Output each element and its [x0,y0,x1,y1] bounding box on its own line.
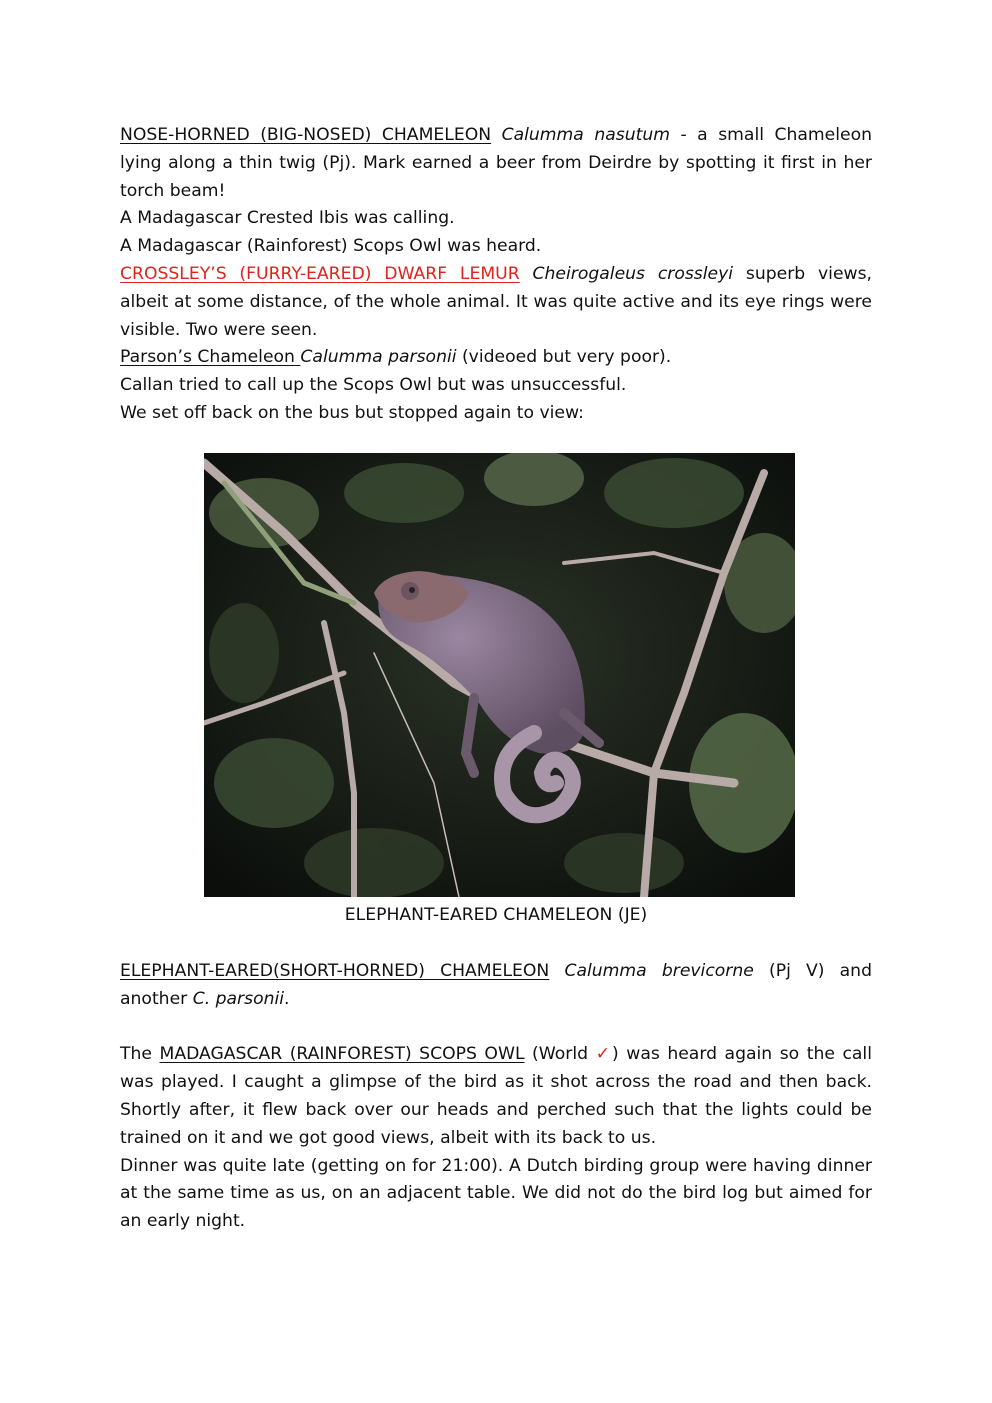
paragraph-text: The [120,1044,160,1065]
paragraph-text: superb views, albeit at some distance, of the whole animal. It was quite active and its eye rings were visible. Two were seen. [120,263,873,340]
paragraph-text: (Pj V) and another [120,961,872,1009]
paragraph-text: (videoed but very poor). [456,347,672,368]
species-name: Parson’s Chameleon [120,347,301,368]
paragraph-dinner: Dinner was quite late (getting on for 21:00). A Dutch birding group were having dinner at the same time as us, on an adjacent table. We did not do the bird log but aimed for an early night. [120,1155,872,1232]
line-ibis: A Madagascar Crested Ibis was calling. [120,208,455,229]
owl-name: MADAGASCAR (RAINFOREST) SCOPS OWL [159,1044,525,1065]
paragraph-text: - a small Chameleon lying along a thin twig (Pj). Mark earned a beer from Deirdre by spotting it first in her torch beam! [120,125,873,201]
latin-name: Calumma parsonii [300,347,457,368]
paragraph-text: (World [524,1044,596,1065]
figure-caption: ELEPHANT-EARED CHAMELEON (JE) [344,905,648,925]
upper-text [120,122,872,428]
paragraph-lemur [120,261,872,344]
species-name: ELEPHANT-EARED(SHORT-HORNED) CHAMELEON [120,961,550,981]
line-parson [120,344,872,372]
lower-text [120,958,872,1236]
latin-name-2: C. parsonii [192,988,285,1009]
paragraph-scops-owl [120,1041,872,1152]
species-name: NOSE-HORNED (BIG-NOSED) CHAMELEON [120,125,492,145]
line-bus: We set off back on the bus but stopped again to view: [120,402,584,423]
paragraph-elephant-eared [120,958,872,1014]
line-owl-heard: A Madagascar (Rainforest) Scops Owl was heard. [120,236,542,257]
paragraph-nose-horned [120,122,872,205]
latin-name: Cheirogaleus crossleyi [532,263,734,284]
latin-name: Calumma brevicorne [564,961,754,981]
latin-name: Calumma nasutum [501,125,670,145]
lemur-name: CROSSLEY’S (FURRY-EARED) DWARF LEMUR [120,263,520,284]
chameleon-photo [204,453,795,897]
spacer [120,1014,872,1042]
check-icon: ✓ [595,1044,613,1065]
chameleon-illustration [204,453,795,897]
line-callan: Callan tried to call up the Scops Owl but was unsuccessful. [120,375,627,396]
paragraph-text: ) was heard again so the call was played. I caught a glimpse of the bird as it shot across the road and then back. Shortly after, it flew back over our heads and perched such that the lights could be trained on it and we got good views, albeit with its back to us. [120,1044,872,1148]
paragraph-end: . [284,988,290,1009]
